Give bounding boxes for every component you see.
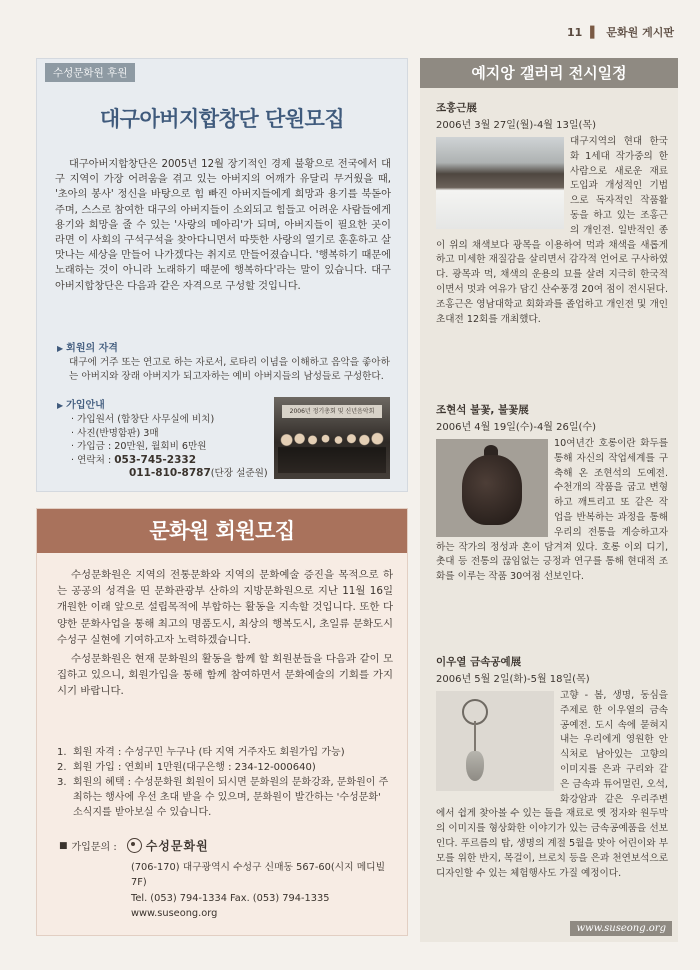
choir-members-figure — [278, 429, 386, 473]
exhibition-name: 이우열 금속공예展 — [436, 656, 522, 668]
gallery-schedule — [420, 58, 678, 942]
landscape-painting-image — [436, 137, 564, 229]
gallery-title: 예지앙 갤러리 전시일정 — [420, 58, 678, 88]
membership-paragraph: 수성문화원은 지역의 전통문화와 지역의 문화예술 증진을 목적으로 하는 공공의 성격을 띤 문화관광부 산하의 지방문화원으로 지난 11월 16일 개원한 이래 앞으로 설립목적에 부합하는 활동을 지속할 것입니다. 또한 다양한 문화사업을 통해 최고의 명품도시, 최상의 행복도시, 초일류 문화도시 수성구 실현에 기여하고자 노력하겠습니다. — [57, 569, 393, 646]
join-heading: ▶ 가입안내 — [57, 400, 105, 411]
square-bullet-icon: ■ — [59, 840, 68, 851]
membership-title: 문화원 회원모집 — [37, 509, 407, 553]
join-item: · 사진(반명함판) 3매 — [71, 427, 159, 439]
page-number: 11 — [566, 26, 583, 39]
choir-recruit-box — [36, 58, 408, 492]
join-item: · 가입금 : 20만원, 월회비 6만원 — [71, 441, 207, 453]
contact-details — [131, 860, 393, 922]
qualification-section — [57, 339, 391, 384]
choir-title: 대구아버지합창단 단원모집 — [99, 107, 345, 131]
choir-paragraph: 대구아버지합창단은 2005년 12월 장기적인 경제 불황으로 전국에서 대구 지역이 가장 어려움을 겪고 있는 아버지의 어깨가 유달리 무거웠을 때, '초아의 봉사' 정신을 바탕으로 힘 빠진 아버지들에게 희망과 용기를 북돋아 주며, 스스로 참여한 대구의 아버지들이 소외되고 힘들고 어려운 사람들에게 용기와 희망을 줄 수 있는 '사랑의 메아리'가 되며, 아버지들이 필요한 곳이라면 이 사회의 구석구석을 찾아다니면서 따뜻한 사랑의 열기로 훈훈하고 살맛나는 세상을 만들어 나가겠다는 취지로 만들어졌습니다. '행복하기 때문에 노래하는 것이 아니라 노래하기 때문에 행복하다'라는 말이 있습니다. 대구아버지합창단은 다음과 같은 자격으로 구성할 것입니다. — [55, 159, 391, 292]
header-divider: ▌ — [590, 26, 599, 39]
section-title: 문화원 게시판 — [606, 26, 674, 39]
membership-list — [57, 745, 393, 820]
membership-paragraph: 수성문화원은 현재 문화원의 활동을 함께 할 회원분들을 다음과 같이 모집하고 있으니, 회원가입을 통해 함께 참여하면서 문화예술의 기회를 가지시기 바랍니다. — [57, 653, 393, 698]
website-link[interactable]: www.suseong.org — [131, 908, 218, 920]
join-item: · 가입원서 (합창단 사무실에 비치) — [71, 414, 215, 425]
page-header — [567, 24, 674, 40]
contact-mobile-row: 011-810-8787(단장 설준원) — [129, 467, 268, 480]
qualification-text: 대구에 거주 또는 연고로 하는 자로서, 로타리 이념을 이해하고 음악을 좋아하는 아버지와 장래 아버지가 되고자하는 예비 아버지들의 남성들로 구성한다. — [69, 357, 390, 382]
choir-group-photo — [274, 397, 390, 479]
exhibition-name: 조현석 불꽃, 불꽃展 — [436, 404, 529, 416]
membership-recruit-box — [36, 508, 408, 936]
culture-center-logo-text: 수성문화원 — [145, 839, 209, 853]
membership-body — [57, 567, 393, 703]
exhibition-3 — [436, 654, 668, 881]
triangle-icon: ▶ — [57, 344, 64, 353]
triangle-icon: ▶ — [57, 401, 64, 410]
culture-center-logo-icon — [127, 838, 142, 853]
exhibition-desc: 대구지역의 현대 한국화 1세대 작가중의 한 사람으로 새로운 재료도입과 개성적인 기법으로 독자적인 작품활동을 하고 있는 조홍근의 개인전. 일반적인 종이 위의 채색보다 광목을 이용하여 먹과 채색을 새롭게 하고 미세한 재질감을 살리면서 감각적 언어로 구사하였다. 광목과 먹, 채색의 운용의 묘를 살려 지극히 한국적이면서 멋과 여유가 담긴 산수풍경 20여 점이 전시된다. 조홍근은 영남대학교 회화과를 졸업하고 개인전 및 개인초대전 12회를 개최했다. — [436, 136, 668, 325]
membership-item: 2. 회원 가입 : 연회비 1만원(대구은행 : 234-12-000640) — [57, 762, 316, 773]
site-url[interactable]: www.suseong.org — [570, 921, 672, 936]
membership-contact — [59, 837, 393, 922]
address: (706-170) 대구광역시 수성구 신매동 567-60(시지 메디빌 7F) — [131, 862, 386, 889]
join-list — [71, 413, 287, 481]
choir-body — [55, 157, 391, 294]
ceramic-lamp-image — [436, 439, 548, 537]
membership-item: 1. 회원 자격 : 수성구민 누구나 (타 지역 거주자도 회원가입 가능) — [57, 747, 345, 758]
exhibition-desc: 10여년간 호롱이란 화두를 통해 자신의 작업세계를 구축해 온 조현석의 도예전. 수천개의 작품을 굽고 변형하고 깨트리고 또 같은 작업을 반복하는 과정을 통해 우리의 전통을 계승하고자하는 작가의 정성과 혼이 담겨져 있다. 호롱 이외 디기, 촛대 등 전통의 끊임없는 긍정과 연구를 통해 현대적 조화를 이루는 작품 30여점 선보인다. — [436, 438, 668, 583]
photo-banner: 2006년 정기총회 및 신년음악회 — [282, 405, 382, 418]
join-info-section — [57, 396, 287, 481]
exhibition-date: 2006년 5월 2일(화)-5월 18일(목) — [436, 674, 590, 685]
tel-fax: Tel. (053) 794-1334 Fax. (053) 794-1335 — [131, 892, 330, 904]
exhibition-name: 조홍근展 — [436, 102, 477, 114]
metal-pendant-image — [436, 691, 554, 791]
exhibition-2 — [436, 402, 668, 585]
exhibition-date: 2006년 4월 19일(수)-4월 26일(수) — [436, 422, 596, 433]
exhibition-desc: 고향 - 봄, 생명, 동심을 주제로 한 이우열의 금속공예전. 도시 속에 묻혀지내는 우리에게 영원한 안식처로 남아있는 고향의 이미지를 은과 구리와 같은 금속과 튜어멀린, 오석, 화강암과 같은 우리주변에서 쉽게 찾아볼 수 있는 돌을 재료로 옛 정자와 원두막의 이미지를 형상화한 이야기가 있는 금속공예품을 선보인다. 푸르름의 탑, 생명의 계절 5월을 맞아 어린이와 부모를 위한 반지, 목걸이, 브로치 등을 은과 천연보석으로 디자인할 수 있는 체험행사도 가질 예정이다. — [436, 690, 668, 879]
exhibition-date: 2006년 3월 27일(월)-4월 13일(목) — [436, 120, 596, 131]
contact-label: 가입문의 : — [71, 842, 117, 853]
contact-phone-row: · 연락처 : 053-745-2332 — [71, 453, 197, 466]
sponsor-tag: 수성문화원 후원 — [45, 63, 135, 82]
membership-item: 3. 회원의 혜택 : 수성문화원 회원이 되시면 문화원의 문화강좌, 문화원이 주최하는 행사에 우선 초대 받을 수 있으며, 문화원이 발간하는 '수성문화' 소식지를 받아보실 수 있습니다. — [57, 777, 389, 818]
exhibition-1 — [436, 100, 668, 327]
qualification-heading: ▶ 회원의 자격 — [57, 343, 118, 354]
